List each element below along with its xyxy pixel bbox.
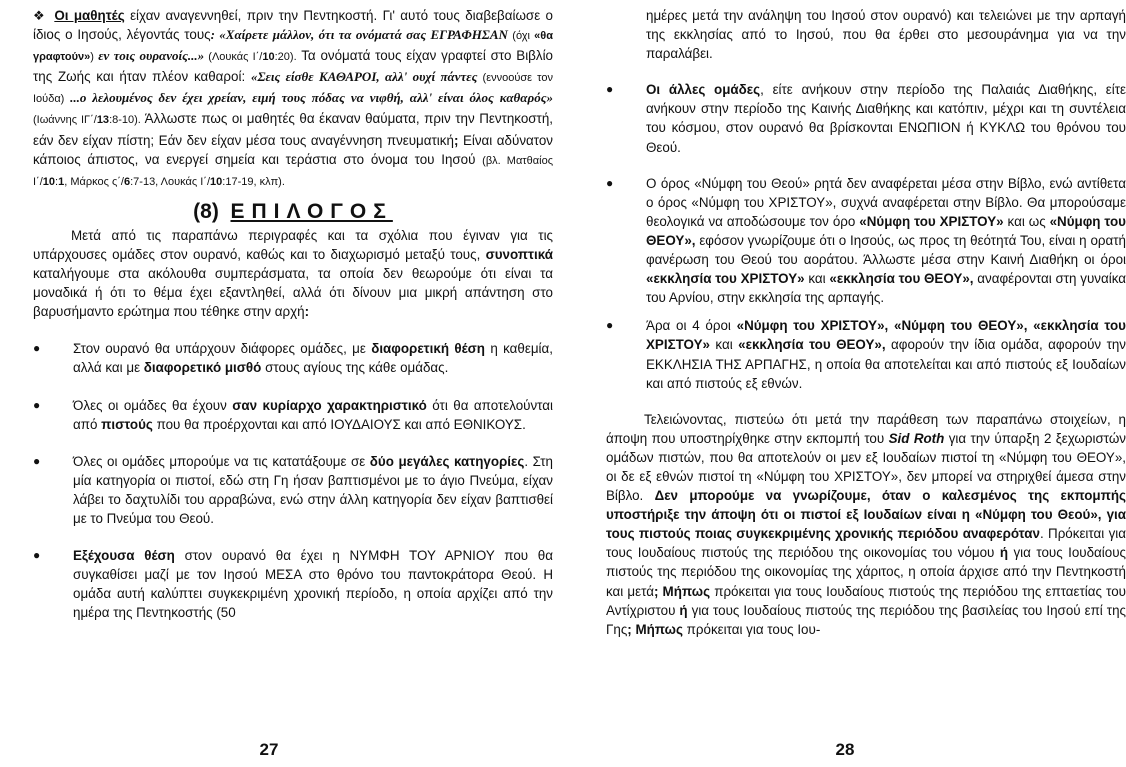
- text-run: 10: [210, 175, 223, 188]
- text-run: «Νύμφη του ΘΕΟΥ»,: [646, 213, 1126, 248]
- list-item-text: [646, 174, 1126, 308]
- text-run: . Στη μία κατηγορία οι πιστοί, εδώ στη Γη ήσαν βαπτισμένοι με το άγιο Πνεύμα, είχαν λάβει το δαχτυλίδι του αρραβώνα, ενώ στην άλλη κατηγορία δεν είχαν βαπτισθεί με το Πνεύμα του Θεού.: [73, 453, 553, 526]
- paragraph-intro: [33, 226, 553, 321]
- text-run: πρόκειται για τους Ιου-: [682, 621, 821, 637]
- text-run: «Σεις είσθε ΚΑΘΑΡΟΙ, αλλ' ουχί πάντες: [250, 69, 478, 85]
- paragraph-closing: [606, 410, 1126, 639]
- list-item: [33, 546, 553, 622]
- text-run: «Νύμφη του ΧΡΙΣΤΟΥ»: [859, 213, 1004, 229]
- text-run: ❖: [33, 8, 47, 23]
- text-run: «εκκλησία του ΧΡΙΣΤΟΥ»: [646, 271, 805, 287]
- text-run: ...ο λελουμένος δεν έχει χρείαν, ειμή τους πόδας να νιφθή, αλλ' είναι όλος καθαρός»: [70, 90, 553, 106]
- text-run: και: [709, 337, 739, 353]
- list-item-text: [73, 452, 553, 528]
- text-run: (Λουκάς Ι΄/: [204, 51, 263, 64]
- text-run: :17-19, κλπ).: [222, 175, 285, 188]
- list-item: [33, 396, 553, 434]
- left-page: [33, 6, 553, 622]
- section-heading: [33, 200, 553, 224]
- text-run: (εννοούσε τον Ιούδα): [33, 72, 553, 106]
- list-item-text: [646, 80, 1126, 156]
- text-run: , Μάρκος ς΄/: [64, 175, 124, 188]
- text-run: στους αγίους της κάθε ομάδας.: [261, 360, 449, 376]
- text-run: ότι θα αποτελούνται από: [73, 397, 553, 432]
- section-number: (8): [193, 199, 219, 223]
- list-item: [606, 316, 1126, 392]
- right-page: [606, 6, 1126, 639]
- page-number-left: 27: [259, 740, 279, 759]
- text-run: ή: [999, 545, 1009, 561]
- text-run: ή: [679, 602, 688, 618]
- text-run: στον ουρανό θα έχει η ΝΥΜΦΗ ΤΟΥ ΑΡΝΙΟΥ που θα συγκαθίσει μαζί με τον Ιησού ΜΕΣΑ στο θρόνο του παντοκράτορα Θεού. Η ομάδα αυτή καλύπτει συγκεκριμένη χρονική περίοδο, η οποία αρχίζει από την ημέρα της Πεντηκοστής (50: [73, 548, 553, 621]
- text-run: :: [55, 175, 59, 188]
- text-run: Όλες οι ομάδες μπορούμε να τις κατατάξουμε σε: [73, 453, 370, 469]
- text-run: Όλες οι ομάδες θα έχουν: [73, 397, 233, 413]
- bullet-icon: ●: [33, 453, 41, 468]
- text-run: διαφορετική θέση: [371, 341, 485, 357]
- paragraph-continuation: [606, 6, 1126, 63]
- text-run: συνοπτικά: [485, 246, 553, 262]
- text-run: Τα ονόματά τους είχαν γραφτεί στο Βιβλίο της Ζωής και ήταν πλέον καθαροί:: [33, 48, 553, 85]
- text-run: Άρα οι 4 όροι: [646, 318, 737, 334]
- list-item-text: [73, 339, 553, 377]
- bullet-icon: ●: [606, 175, 614, 190]
- text-run: «θα γραφτούν»: [33, 30, 553, 64]
- page-number-right: 28: [835, 740, 855, 759]
- text-run: «εκκλησία του ΘΕΟΥ»,: [738, 337, 886, 353]
- text-run: :20).: [274, 51, 297, 64]
- text-run: αφορούν την ίδια ομάδα, αφορούν την ΕΚΚΛΗΣΙΑ ΤΗΣ ΑΡΠΑΓΗΣ, η οποία θα αποτελείται και από πιστούς εξ Ιουδαίων και από πιστούς εξ εθνών.: [646, 337, 1126, 391]
- text-run: σαν κυρίαρχο χαρακτηριστικό: [232, 397, 427, 413]
- text-run: Ο όρος «Νύμφη του Θεού» ρητά δεν αναφέρεται μέσα στην Βίβλο, ενώ αντίθετα ο όρος «Νύμφη του ΧΡΙΣΤΟΥ», συχνά αναφέρεται στην Βίβλο. Θα μπορούσαμε θεολογικά να αποδώσουμε τον όρο: [646, 175, 1126, 229]
- list-item: [33, 339, 553, 377]
- text-run: «εκκλησία του ΘΕΟΥ»,: [829, 271, 974, 287]
- text-run: Sid Roth: [888, 430, 945, 446]
- text-run: εφόσον γνωρίζουμε ότι ο Ιησούς, ως προς τη θεότητά Του, είναι η ορατή φανέρωση του Θεού του αοράτου. Άλλωστε μέσα στην Καινή Διαθήκη οι όροι: [646, 232, 1126, 268]
- text-run: . Πρόκειται για τους Ιουδαίους πιστούς της περιόδου της οικονομίας του νόμου: [606, 526, 1126, 561]
- text-run: :7-13, Λουκάς Ι΄/: [130, 175, 211, 188]
- text-run: (βλ. Ματθαίος Ι΄/: [33, 154, 553, 188]
- text-run: Στον ουρανό θα υπάρχουν διάφορες ομάδες, με: [73, 341, 372, 357]
- text-run: καταλήγουμε στα ακόλουθα συμπεράσματα, τα οποία δεν θεωρούμε ότι είναι τα μοναδικά ή ότι το θέμα έχει εξαντληθεί, αλλά ότι δίνουν μια μικρή απάντηση στο βαρυσήμαντο ερώτημα που τέθηκε στην αρχή: [33, 266, 553, 320]
- list-item-text: [73, 396, 553, 434]
- bullet-icon: ●: [606, 318, 614, 333]
- text-run: ): [90, 51, 94, 64]
- text-run: που θα προέρχονται και από ΙΟΥΔΑΙΟΥΣ και από ΕΘΝΙΚΟΥΣ.: [152, 416, 526, 432]
- text-run: ; Μήπως: [653, 583, 711, 599]
- text-run: (όχι: [512, 30, 535, 43]
- text-run: εν τοις ουρανοίς...»: [93, 48, 205, 64]
- list-item: [606, 80, 1126, 156]
- text-run: Είναι αδύνατον κάποιος άπιστος, να ενεργεί σημεία και τεράστια στο όνομα του Ιησού: [33, 132, 553, 167]
- paragraph-disciples: [33, 6, 553, 192]
- text-run: και: [804, 271, 830, 287]
- list-item-text: [73, 546, 553, 622]
- text-run: 1: [58, 175, 65, 188]
- text-run: Οι άλλες ομάδες: [646, 82, 761, 98]
- text-run: πρόκειται για τους Ιουδαίους πιστούς της περιόδου της επταετίας του Αντίχριστου: [606, 583, 1126, 618]
- text-run: αναφέρονται στη γυναίκα του Αρνίου, στην εκκλησία της αρπαγής.: [646, 271, 1126, 306]
- text-run: η καθεμία, αλλά και με: [73, 341, 553, 376]
- text-run: , είτε ανήκουν στην περίοδο της Παλαιάς Διαθήκης, είτε ανήκουν στην περίοδο της Καινής Διαθήκης και κατόπιν, μέχρι και τη συντέλεια του κόσμου, στον ουρανό θα βρίσκονται ΕΝΩΠΙΟΝ ή ΚΥΚΛΩ του θρόνου του Θεού.: [646, 82, 1126, 155]
- text-run: ; Μήπως: [627, 621, 683, 637]
- text-run: 10: [262, 51, 275, 64]
- list-item: [606, 174, 1126, 308]
- text-run: ημέρες μετά την ανάληψη του Ιησού στον ουρανό) και τελειώνει με την αρπαγή της εκκλησίας από το Ιησού, που θα έρθει στο μεσουράνημα για να την παραλάβει.: [646, 8, 1126, 62]
- list-item: [33, 452, 553, 528]
- text-run: Τελειώνοντας, πιστεύω ότι μετά την παράθεση των παραπάνω στοιχείων, η άποψη που υποστηρίχθηκε στην εκπομπή του: [606, 411, 1126, 446]
- text-run: Δεν μπορούμε να γνωρίζουμε, όταν ο καλεσμένος της εκπομπής υποστήριξε την άποψη ότι οι πιστοί εξ Ιουδαίων είναι η «Νύμφη του Θεού», για τους πιστούς ποιας συγκεκριμένης χρονικής περιόδου αναφερόταν: [606, 488, 1126, 542]
- text-run: «Νύμφη του ΧΡΙΣΤΟΥ», «Νύμφη του ΘΕΟΥ», «εκκλησία του ΧΡΙΣΤΟΥ»: [646, 318, 1126, 353]
- bullet-icon: ●: [33, 397, 41, 412]
- text-run: για τους Ιουδαίους πιστούς της περιόδου της οικονομίας της χάριτος, η οποία άρχισε από την Πεντηκοστή και μετά: [606, 545, 1126, 599]
- text-run: δύο μεγάλες κατηγορίες: [369, 453, 525, 469]
- text-run: Μετά από τις παραπάνω περιγραφές και τα σχόλια που έγιναν για τις υπάρχουσες ομάδες στον ουρανό, καθώς και το διαχωρισμό μεταξύ τους,: [33, 227, 553, 262]
- text-run: :8-10).: [109, 114, 141, 127]
- bullet-icon: ●: [33, 548, 41, 563]
- text-run: 13: [96, 114, 110, 127]
- text-run: Εξέχουσα θέση: [73, 548, 175, 564]
- text-run: ;: [453, 132, 459, 148]
- text-run: διαφορετικό μισθό: [143, 360, 262, 376]
- text-run: για τους Ιουδαίους πιστούς της περιόδου της βασιλείας του Ιησού επί της Γης: [606, 602, 1126, 637]
- list-item-text: [646, 316, 1126, 392]
- text-run: για την ύπαρξη 2 ξεχωριστών ομάδων πιστών, που θα αποτελούν οι μεν εξ Ιουδαίων πιστοί τη «Νύμφη του ΘΕΟΥ», οι δε εξ εθνών πιστοί τη «Νύμφη του ΧΡΙΣΤΟΥ», δεν μπορεί να στηριχθεί άμεσα στην Βίβλο.: [606, 430, 1126, 504]
- text-run: : «Χαίρετε μάλλον, ότι τα ονόματά σας ΕΓΡΑΦΗΣΑΝ: [210, 27, 513, 43]
- text-run: πιστούς: [101, 416, 153, 432]
- text-run: Άλλωστε πως οι μαθητές θα έκαναν θαύματα, πριν την Πεντηκοστή, εάν δεν είχαν πίστη; Εάν δεν είχαν μέσα τους αναγέννηση πνευματική: [33, 111, 553, 148]
- text-run: και ως: [1003, 213, 1050, 229]
- bullet-icon: ●: [606, 82, 614, 97]
- text-run: (Ιωάννης ΙΓ΄/: [33, 114, 97, 127]
- bullet-icon: ●: [33, 341, 41, 356]
- section-title: ΕΠΙΛΟΓΟΣ: [230, 199, 393, 223]
- text-run: Οι μαθητές: [54, 8, 125, 23]
- text-run: :: [304, 304, 310, 320]
- text-run: 10: [42, 175, 56, 188]
- text-run: είχαν αναγεννηθεί, πριν την Πεντηκοστή. Γι' αυτό τους διαβεβαίωσε ο ίδιος ο Ιησούς, λέγοντάς τους: [33, 8, 553, 43]
- text-run: 6: [123, 175, 131, 188]
